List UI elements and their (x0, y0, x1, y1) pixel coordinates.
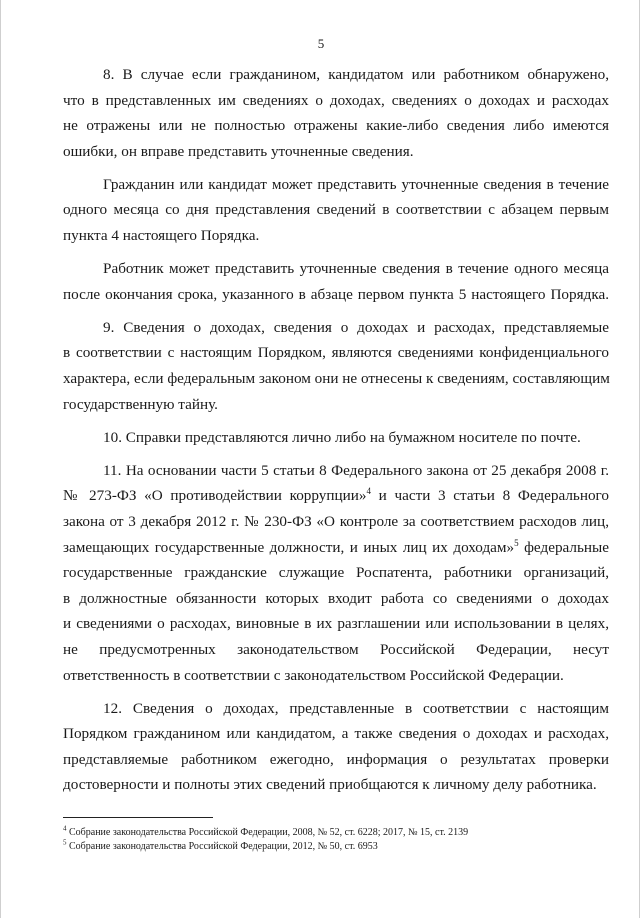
footnote-mark: 5 (63, 838, 67, 847)
text-line: одного месяца со дня представления сведений в соответствии с абзацем первым (63, 201, 609, 219)
text-line: 10. Справки представляются лично либо на бумажном носителе по почте. (103, 428, 581, 446)
text-line: характера, если федеральным законом они не отнесены к сведениям, составляющим (63, 370, 610, 388)
text-line-with-footnote (63, 535, 609, 561)
page-number: 5 (317, 36, 325, 51)
text-line: 12. Сведения о доходах, представленные в соответствии с настоящим (103, 699, 609, 717)
paragraph-10 (63, 425, 609, 451)
text-line: Порядком гражданином или кандидатом, а также сведения о доходах и расходах, (63, 725, 609, 743)
text-line: 9. Сведения о доходах, сведения о доходах и расходах, представляемые (103, 318, 609, 336)
footnote-5 (63, 840, 609, 854)
footnote-separator (63, 817, 213, 818)
paragraph-12 (63, 696, 609, 798)
text-line: государственные гражданские служащие Роспатента, работники организаций, (63, 564, 609, 582)
paragraph-8-correction-employee (63, 256, 609, 307)
text-line: не отражены или не полностью отражены какие-либо сведения либо имеются (63, 117, 609, 135)
text-line: Работник может представить уточненные сведения в течение одного месяца (103, 260, 609, 278)
text-fragment: и части 3 статьи 8 Федерального (370, 487, 609, 505)
text-line: достоверности и полноты этих сведений приобщаются к личному делу работника. (63, 776, 597, 794)
text-line: что в представленных им сведениях о доходах, сведениях о доходах и расходах (63, 91, 609, 109)
text-line: 11. На основании части 5 статьи 8 Федерального закона от 25 декабря 2008 г. (103, 461, 609, 479)
text-line: представляемые работником ежегодно, информация о результатах проверки (63, 750, 609, 768)
text-line: после окончания срока, указанного в абзаце первом пункта 5 настоящего Порядка. (63, 285, 609, 303)
text-fragment: № 273-ФЗ «О противодействии коррупции» (63, 487, 367, 505)
paragraph-9 (63, 315, 609, 417)
text-line: в должностные обязанности которых входит работа со сведениями о доходах (63, 589, 609, 607)
text-line: Гражданин или кандидат может представить уточненные сведения в течение (103, 175, 609, 193)
footnote-ref-5: 5 (514, 537, 519, 548)
text-line-with-footnote (63, 483, 609, 509)
footnote-mark: 4 (63, 824, 67, 833)
text-line: ответственность в соответствии с законодательством Российской Федерации. (63, 666, 564, 684)
footnote-ref-4: 4 (366, 486, 371, 497)
paragraph-11 (63, 458, 609, 688)
footnote-text: Собрание законодательства Российской Федерации, 2012, № 50, ст. 6953 (66, 840, 378, 852)
text-line: не предусмотренных законодательством Российской Федерации, несут (63, 640, 609, 658)
text-fragment: федеральные (518, 538, 609, 556)
text-line: и сведениями о расходах, виновные в их разглашении или использовании в целях, (63, 615, 609, 633)
footnote-4 (63, 826, 609, 840)
text-fragment: замещающих государственные должности, и иных лиц их доходам» (63, 538, 515, 556)
text-line: в соответствии с настоящим Порядком, являются сведениями конфиденциального (63, 344, 609, 362)
paragraph-8 (63, 62, 609, 164)
text-line: 8. В случае если гражданином, кандидатом или работником обнаружено, (103, 66, 609, 83)
footnotes (63, 826, 609, 853)
text-line: пункта 4 настоящего Порядка. (63, 227, 260, 245)
document-body (63, 62, 609, 806)
text-line: ошибки, он вправе представить уточненные сведения. (63, 142, 414, 160)
text-line: закона от 3 декабря 2012 г. № 230-ФЗ «О контроле за соответствием расходов лиц, (63, 513, 609, 530)
footnote-text: Собрание законодательства Российской Федерации, 2008, № 52, ст. 6228; 2017, № 15, ст. 2139 (66, 827, 469, 838)
paragraph-8-correction-candidate (63, 172, 609, 249)
text-line: государственную тайну. (63, 395, 218, 413)
